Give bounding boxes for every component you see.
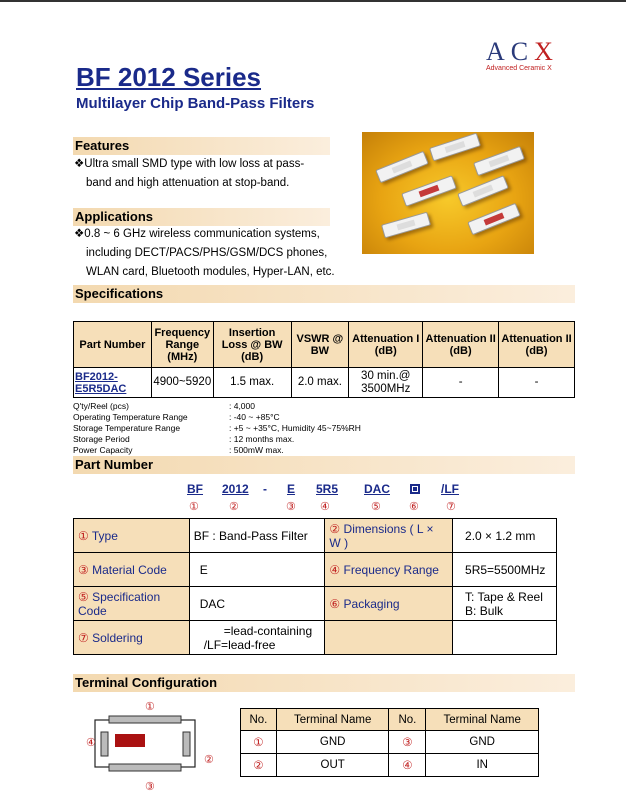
features-line-2: band and high attenuation at stop-band. (86, 177, 290, 189)
terminal-no: ② (241, 754, 277, 777)
terminal-name: GND (276, 731, 389, 754)
code-material: E (287, 482, 296, 496)
chip-image (381, 212, 431, 239)
label-text: Material Code (92, 562, 167, 577)
logo-tagline: Advanced Ceramic X (486, 65, 552, 72)
label-marker: ② (329, 521, 341, 536)
spec-header-attenuation-1: Attenuation I (dB) (349, 322, 423, 368)
packaging-option: T: Tape & Reel (465, 589, 543, 604)
terminal-header-name: Terminal Name (276, 709, 389, 731)
spec-header-row (74, 322, 575, 368)
spec-header-attenuation-2: Attenuation II (dB) (423, 322, 499, 368)
label-text: Dimensions ( L × W ) (329, 521, 434, 550)
label-type (74, 519, 190, 553)
table-row (74, 519, 557, 553)
chip-image (467, 203, 520, 235)
code-frequency: 5R5 (316, 482, 339, 496)
spec-attenuation-2: - (423, 368, 499, 398)
terminal-table (240, 708, 539, 777)
marker-5: ⑤ (371, 501, 381, 513)
packaging-box-icon (410, 482, 420, 496)
table-row (74, 587, 557, 621)
page-subtitle: Multilayer Chip Band-Pass Filters (76, 95, 315, 112)
chip-image (457, 175, 509, 207)
property-value: : 12 months max. (229, 434, 295, 444)
label-material-code (74, 553, 190, 587)
soldering-option: /LF=lead-free (203, 637, 276, 652)
label-text: Soldering (92, 630, 143, 645)
property-value: : 500mW max. (229, 445, 284, 455)
terminal-header-name: Terminal Name (426, 709, 539, 731)
spec-header-insertion-loss: Insertion Loss @ BW (dB) (213, 322, 291, 368)
label-soldering (74, 621, 190, 655)
applications-heading: Applications (73, 208, 330, 226)
terminal-name: IN (426, 754, 539, 777)
applications-text (74, 225, 335, 282)
code-specification: DAC (364, 482, 390, 496)
part-number-heading: Part Number (73, 456, 575, 474)
terminal-no: ① (241, 731, 277, 754)
chip-image (401, 175, 457, 207)
logo-x-letter: X (534, 37, 559, 66)
top-rule (0, 0, 626, 2)
product-photo (362, 132, 534, 254)
list-item (73, 445, 361, 456)
terminal-no: ④ (389, 754, 426, 777)
spec-vswr: 2.0 max. (291, 368, 349, 398)
spec-frequency: 4900~5920 (151, 368, 213, 398)
label-marker: ⑥ (329, 596, 341, 611)
label-text: Packaging (343, 596, 400, 611)
features-heading: Features (73, 137, 330, 155)
list-item (73, 401, 361, 412)
spec-header-frequency: Frequency Range (MHz) (151, 322, 213, 368)
spec-insertion-loss: 1.5 max. (213, 368, 291, 398)
spec-header-attenuation-3: Attenuation II (dB) (499, 322, 575, 368)
table-row (74, 621, 557, 655)
part-number-table (73, 518, 557, 655)
list-item (73, 423, 361, 434)
property-key: Q'ty/Reel (pcs) (73, 401, 129, 411)
logo-wordmark (486, 37, 576, 67)
table-row (241, 754, 539, 777)
specifications-heading: Specifications (73, 285, 575, 303)
acx-logo (486, 37, 576, 72)
terminal-no: ③ (389, 731, 426, 754)
table-row (74, 553, 557, 587)
value-packaging (453, 587, 557, 621)
spec-attenuation-1: 30 min.@ 3500MHz (349, 368, 423, 398)
list-item (73, 434, 361, 445)
label-marker: ① (78, 528, 89, 543)
property-key: Storage Temperature Range (73, 423, 181, 433)
terminal-header-row (241, 709, 539, 731)
specifications-table (73, 321, 575, 398)
label-text: Frequency Range (343, 562, 439, 577)
marker-4: ④ (320, 501, 330, 513)
value-material-code: E (189, 553, 325, 587)
list-item (73, 412, 361, 423)
label-marker: ④ (329, 562, 341, 577)
spec-header-vswr: VSWR @ BW (291, 322, 349, 368)
terminal-name: OUT (276, 754, 389, 777)
applications-line-2: including DECT/PACS/PHS/GSM/DCS phones, (86, 247, 328, 259)
spec-header-part-number: Part Number (74, 322, 152, 368)
property-key: Operating Temperature Range (73, 412, 188, 422)
table-row (241, 731, 539, 754)
properties-list (73, 401, 361, 456)
code-soldering: /LF (441, 482, 459, 496)
terminal-marker-1: ① (145, 701, 155, 713)
code-dash: - (263, 482, 267, 496)
chip-image (375, 151, 428, 183)
value-dimensions: 2.0 × 1.2 mm (453, 519, 557, 553)
chip-image (429, 133, 481, 162)
spec-part-number: BF2012-E5R5DAC (74, 368, 152, 398)
marker-3: ③ (286, 501, 296, 513)
label-frequency-range (325, 553, 453, 587)
property-value: : 4,000 (229, 401, 255, 411)
spec-attenuation-3: - (499, 368, 575, 398)
terminal-marker-2: ② (204, 754, 214, 766)
applications-line-3: WLAN card, Bluetooth modules, Hyper-LAN, etc. (86, 266, 335, 278)
label-marker: ⑤ (78, 589, 89, 604)
packaging-option: B: Bulk (465, 603, 504, 618)
value-type: BF : Band-Pass Filter (189, 519, 325, 553)
marker-6: ⑥ (409, 501, 419, 513)
property-value: : +5 ~ +35°C, Humidity 45~75%RH (229, 423, 361, 433)
code-size: 2012 (222, 482, 249, 496)
chip-image (473, 146, 525, 176)
label-text: Specification Code (78, 589, 161, 618)
label-marker: ③ (78, 562, 89, 577)
features-text (74, 155, 304, 193)
empty-cell (453, 621, 557, 655)
value-soldering (189, 621, 325, 655)
label-marker: ⑦ (78, 630, 89, 645)
marker-1: ① (189, 501, 199, 513)
terminal-header-no: No. (389, 709, 426, 731)
label-text: Type (91, 528, 118, 543)
marker-7: ⑦ (446, 501, 456, 513)
label-dimensions (325, 519, 453, 553)
terminal-heading: Terminal Configuration (73, 674, 575, 692)
property-value: : -40 ~ +85°C (229, 412, 280, 422)
table-row (74, 368, 575, 398)
property-key: Power Capacity (73, 445, 133, 455)
marker-2: ② (229, 501, 239, 513)
value-specification-code: DAC (189, 587, 325, 621)
label-packaging (325, 587, 453, 621)
label-specification-code (74, 587, 190, 621)
value-frequency-range: 5R5=5500MHz (453, 553, 557, 587)
property-key: Storage Period (73, 434, 130, 444)
soldering-option: =lead-containing (223, 623, 313, 638)
features-line-1: ❖Ultra small SMD type with low loss at pass- (74, 158, 305, 170)
page-title: BF 2012 Series (76, 62, 262, 92)
code-series: BF (187, 482, 203, 496)
empty-cell (325, 621, 453, 655)
terminal-marker-3: ③ (145, 781, 155, 793)
terminal-marker-4: ④ (86, 737, 96, 749)
terminal-header-no: No. (241, 709, 277, 731)
logo-letters: AC (486, 37, 535, 66)
applications-line-1: ❖0.8 ~ 6 GHz wireless communication systems, (74, 228, 320, 240)
terminal-name: GND (426, 731, 539, 754)
